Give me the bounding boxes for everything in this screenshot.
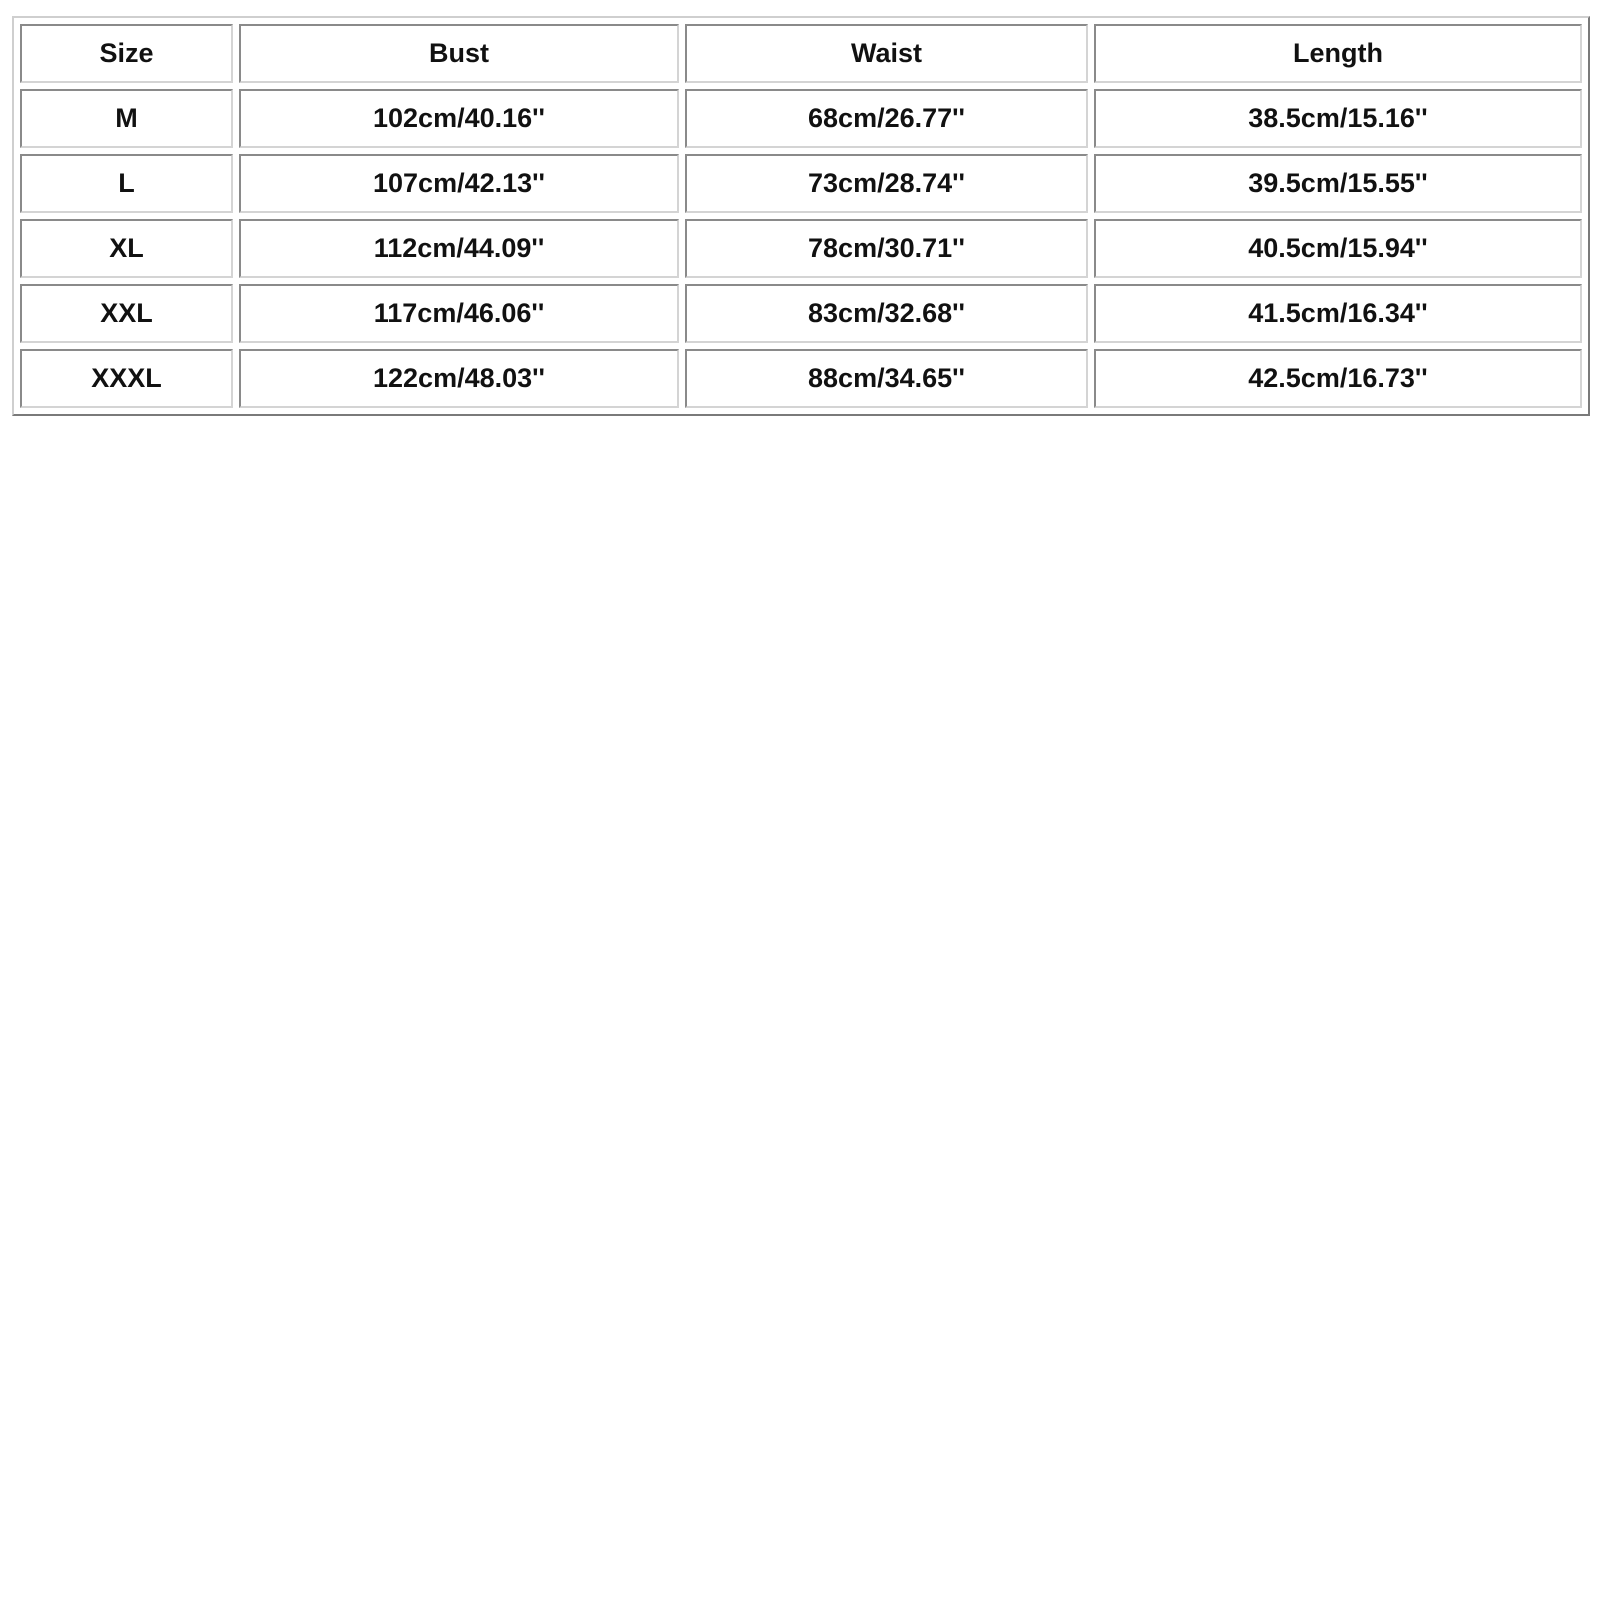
cell-waist: 68cm/26.77'' xyxy=(685,89,1088,148)
header-length: Length xyxy=(1094,24,1582,83)
cell-length: 40.5cm/15.94'' xyxy=(1094,219,1582,278)
header-size: Size xyxy=(20,24,233,83)
table-row xyxy=(20,154,1582,213)
table-row xyxy=(20,89,1582,148)
cell-bust: 112cm/44.09'' xyxy=(239,219,679,278)
cell-size: L xyxy=(20,154,233,213)
cell-waist: 73cm/28.74'' xyxy=(685,154,1088,213)
size-chart-table xyxy=(12,16,1590,416)
cell-waist: 78cm/30.71'' xyxy=(685,219,1088,278)
cell-bust: 107cm/42.13'' xyxy=(239,154,679,213)
cell-length: 38.5cm/15.16'' xyxy=(1094,89,1582,148)
header-waist: Waist xyxy=(685,24,1088,83)
table-row xyxy=(20,349,1582,408)
cell-length: 42.5cm/16.73'' xyxy=(1094,349,1582,408)
cell-waist: 88cm/34.65'' xyxy=(685,349,1088,408)
cell-waist: 83cm/32.68'' xyxy=(685,284,1088,343)
cell-bust: 102cm/40.16'' xyxy=(239,89,679,148)
cell-size: XL xyxy=(20,219,233,278)
header-bust: Bust xyxy=(239,24,679,83)
table-header-row xyxy=(20,24,1582,83)
table-row xyxy=(20,284,1582,343)
table-row xyxy=(20,219,1582,278)
cell-bust: 117cm/46.06'' xyxy=(239,284,679,343)
cell-size: XXL xyxy=(20,284,233,343)
cell-length: 41.5cm/16.34'' xyxy=(1094,284,1582,343)
cell-length: 39.5cm/15.55'' xyxy=(1094,154,1582,213)
cell-bust: 122cm/48.03'' xyxy=(239,349,679,408)
cell-size: M xyxy=(20,89,233,148)
cell-size: XXXL xyxy=(20,349,233,408)
